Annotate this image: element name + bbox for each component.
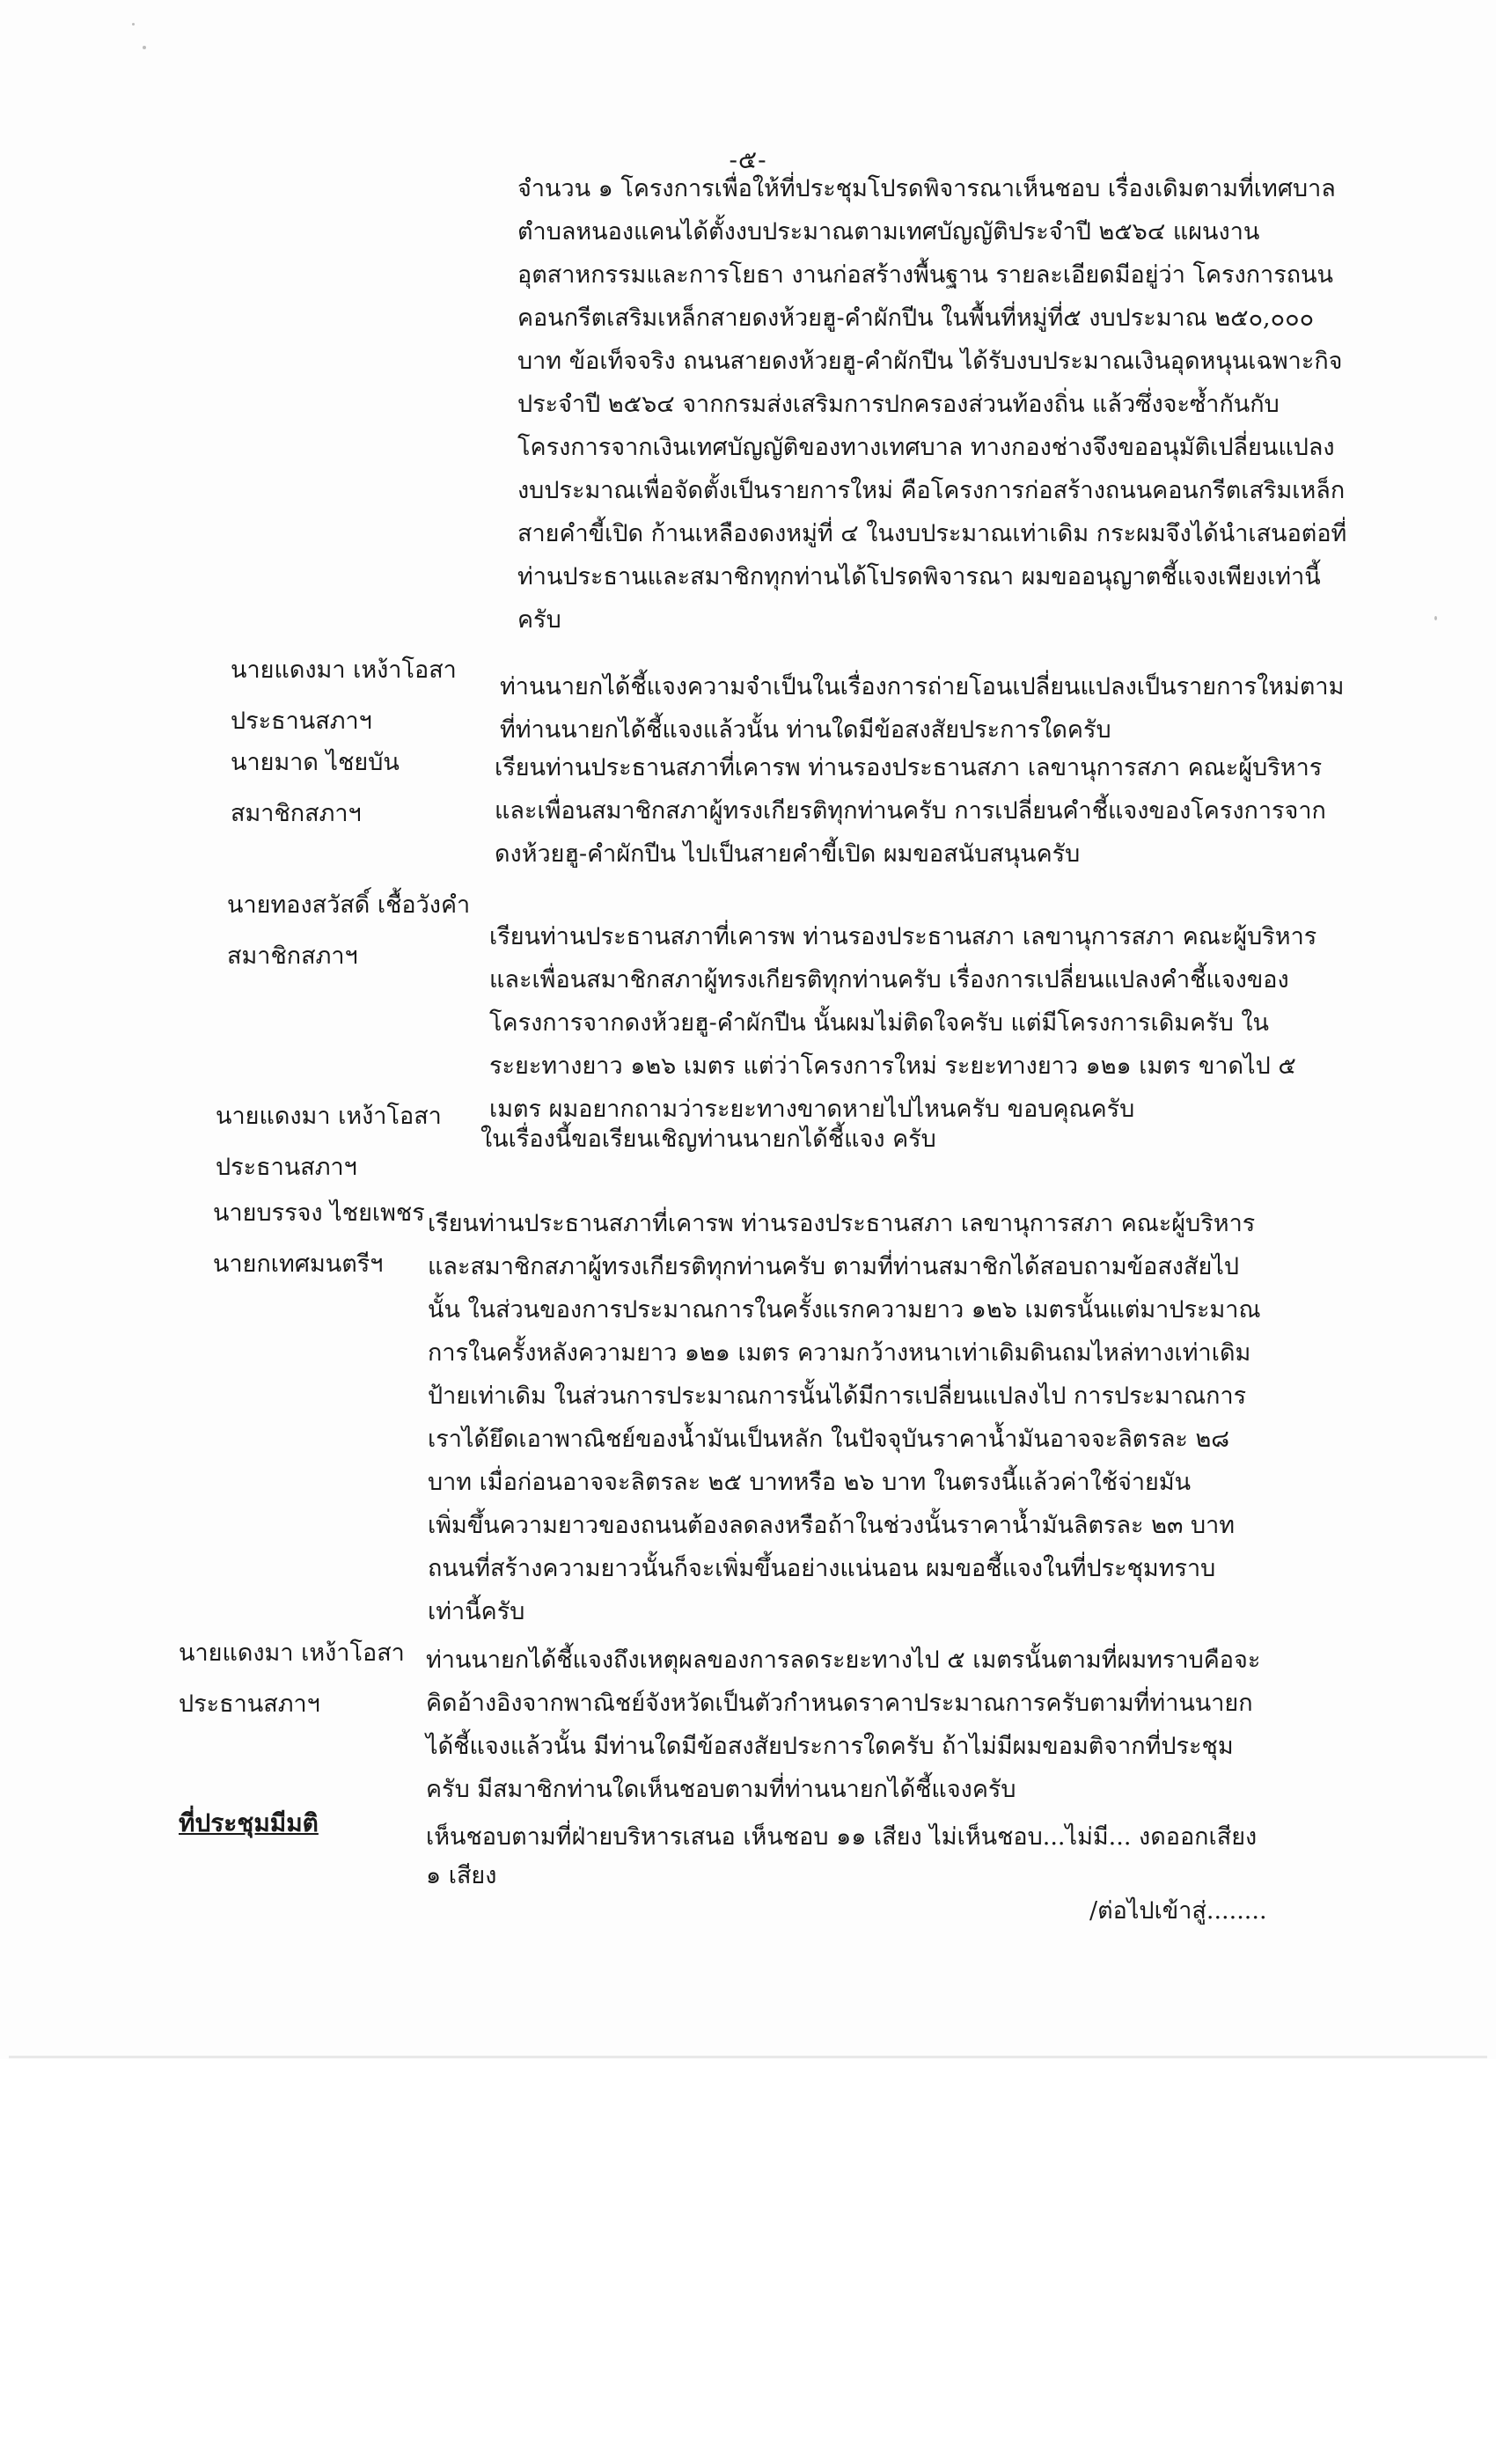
speaker-block bbox=[227, 880, 470, 982]
intro-line: บาท ข้อเท็จจริง ถนนสายดงห้วยฮู-คำผักปีน ได้รับงบประมาณเงินอุดหนุนเฉพาะกิจ bbox=[517, 348, 1343, 375]
speaker-role: สมาชิกสภาฯ bbox=[231, 800, 362, 827]
intro-line: อุตสาหกรรมและการโยธา งานก่อสร้างพื้นฐาน รายละเอียดมีอยู่ว่า โครงการถนน bbox=[517, 261, 1333, 289]
scan-speck bbox=[143, 46, 146, 49]
intro-line: คอนกรีตเสริมเหล็กสายดงห้วยฮู-คำผักปีน ในพื้นที่หมู่ที่๕ งบประมาณ ๒๕๐,๐๐๐ bbox=[517, 304, 1315, 332]
statement-line: เรียนท่านประธานสภาที่เคารพ ท่านรองประธานสภา เลขานุการสภา คณะผู้บริหาร bbox=[489, 923, 1317, 950]
scan-speck bbox=[132, 23, 135, 26]
intro-line: สายคำขี้เปิด ก้านเหลืองดงหมู่ที่ ๔ ในงบประมาณเท่าเดิม กระผมจึงได้นำเสนอต่อที่ bbox=[517, 520, 1347, 547]
statement-line: และเพื่อนสมาชิกสภาผู้ทรงเกียรติทุกท่านครับ เรื่องการเปลี่ยนแปลงคำชี้แจงของ bbox=[489, 966, 1289, 994]
resolution-line: เห็นชอบตามที่ฝ่ายบริหารเสนอ เห็นชอบ ๑๑ เสียง ไม่เห็นชอบ...ไม่มี... งดออกเสียง bbox=[426, 1823, 1258, 1851]
intro-line: ท่านประธานและสมาชิกทุกท่านได้โปรดพิจารณา ผมขออนุญาตชี้แจงเพียงเท่านี้ bbox=[517, 563, 1321, 590]
speaker-block bbox=[216, 1091, 442, 1193]
speaker-role: ประธานสภาฯ bbox=[179, 1690, 320, 1718]
speaker-role: สมาชิกสภาฯ bbox=[227, 942, 358, 970]
statement-line: เท่านี้ครับ bbox=[428, 1598, 525, 1625]
statement-line: เราได้ยึดเอาพาณิชย์ของน้ำมันเป็นหลัก ในปัจจุบันราคาน้ำมันอาจจะลิตรละ ๒๘ bbox=[428, 1426, 1230, 1453]
statement-line: เรียนท่านประธานสภาที่เคารพ ท่านรองประธานสภา เลขานุการสภา คณะผู้บริหาร bbox=[495, 754, 1323, 781]
speaker-name: นายบรรจง ไชยเพชร bbox=[213, 1199, 425, 1227]
statement-line: บาท เมื่อก่อนอาจจะลิตรละ ๒๕ บาทหรือ ๒๖ บาท ในตรงนี้แล้วค่าใช้จ่ายมัน bbox=[428, 1469, 1192, 1496]
continuation-note: /ต่อไปเข้าสู่........ bbox=[1089, 1897, 1267, 1925]
statement-line: ที่ท่านนายกได้ชี้แจงแล้วนั้น ท่านใดมีข้อสงสัยประการใดครับ bbox=[500, 716, 1111, 744]
statement-line: ดงห้วยฮู-คำผักปีน ไปเป็นสายคำขี้เปิด ผมขอสนับสนุนครับ bbox=[495, 840, 1081, 868]
statement-line: ป้ายเท่าเดิม ในส่วนการประมาณการนั้นได้มีการเปลี่ยนแปลงไป การประมาณการ bbox=[428, 1382, 1247, 1410]
scan-speck bbox=[1434, 616, 1437, 620]
speaker-role: ประธานสภาฯ bbox=[231, 708, 372, 735]
statement-line: ถนนที่สร้างความยาวนั้นก็จะเพิ่มขึ้นอย่างแน่นอน ผมขอชี้แจงในที่ประชุมทราบ bbox=[428, 1555, 1216, 1582]
resolution-label: ที่ประชุมมีมติ bbox=[179, 1808, 319, 1837]
page-number: -๕- bbox=[729, 145, 767, 174]
speaker-block bbox=[179, 1628, 405, 1730]
intro-line: จำนวน ๑ โครงการเพื่อให้ที่ประชุมโปรดพิจารณาเห็นชอบ เรื่องเดิมตามที่เทศบาล bbox=[517, 175, 1336, 202]
statement-text bbox=[489, 915, 1369, 1131]
scan-edge-line bbox=[9, 2056, 1487, 2058]
speaker-name: นายทองสวัสดิ์ เชื้อวังคำ bbox=[227, 891, 471, 919]
statement-line: ในเรื่องนี้ขอเรียนเชิญท่านนายกได้ชี้แจง ครับ bbox=[480, 1126, 936, 1153]
statement-line: ครับ มีสมาชิกท่านใดเห็นชอบตามที่ท่านนายกได้ชี้แจงครับ bbox=[426, 1776, 1016, 1803]
resolution-text bbox=[426, 1818, 1306, 1896]
statement-line: ระยะทางยาว ๑๒๖ เมตร แต่ว่าโครงการใหม่ ระยะทางยาว ๑๒๑ เมตร ขาดไป ๕ bbox=[489, 1052, 1296, 1080]
speaker-role: นายกเทศมนตรีฯ bbox=[213, 1250, 384, 1278]
intro-line: ตำบลหนองแคนได้ตั้งงบประมาณตามเทศบัญญัติประจำปี ๒๕๖๔ แผนงาน bbox=[517, 218, 1260, 246]
statement-text bbox=[428, 1202, 1308, 1633]
intro-line: โครงการจากเงินเทศบัญญัติของทางเทศบาล ทางกองช่างจึงขออนุมัติเปลี่ยนแปลง bbox=[517, 434, 1335, 461]
statement-line: เมตร ผมอยากถามว่าระยะทางขาดหายไปไหนครับ ขอบคุณครับ bbox=[489, 1096, 1135, 1123]
statement-line: โครงการจากดงห้วยฮู-คำผักปีน นั้นผมไม่ติดใจครับ แต่มีโครงการเดิมครับ ใน bbox=[489, 1009, 1270, 1037]
intro-line: ครับ bbox=[517, 606, 561, 634]
statement-line: เรียนท่านประธานสภาที่เคารพ ท่านรองประธานสภา เลขานุการสภา คณะผู้บริหาร bbox=[428, 1210, 1256, 1237]
statement-line: ได้ชี้แจงแล้วนั้น มีท่านใดมีข้อสงสัยประการใดครับ ถ้าไม่มีผมขอมติจากที่ประชุม bbox=[426, 1733, 1234, 1760]
speaker-block bbox=[213, 1188, 425, 1290]
speaker-block bbox=[231, 737, 400, 840]
statement-line: ท่านนายกได้ชี้แจงถึงเหตุผลของการลดระยะทางไป ๕ เมตรนั้นตามที่ผมทราบคือจะ bbox=[426, 1646, 1261, 1674]
statement-text bbox=[426, 1639, 1306, 1811]
resolution-line: ๑ เสียง bbox=[426, 1862, 497, 1889]
intro-line: งบประมาณเพื่อจัดตั้งเป็นรายการใหม่ คือโครงการก่อสร้างถนนคอนกรีตเสริมเหล็ก bbox=[517, 477, 1346, 504]
speaker-name: นายแดงมา เหง้าโอสา bbox=[216, 1103, 442, 1130]
statement-line: นั้น ในส่วนของการประมาณการในครั้งแรกความยาว ๑๒๖ เมตรนั้นแต่มาประมาณ bbox=[428, 1296, 1261, 1324]
speaker-block bbox=[231, 645, 457, 747]
statement-line: การในครั้งหลังความยาว ๑๒๑ เมตร ความกว้างหนาเท่าเดิมดินถมไหล่ทางเท่าเดิม bbox=[428, 1339, 1251, 1367]
statement-line: และเพื่อนสมาชิกสภาผู้ทรงเกียรติทุกท่านครับ การเปลี่ยนคำชี้แจงของโครงการจาก bbox=[495, 797, 1326, 825]
speaker-name: นายแดงมา เหง้าโอสา bbox=[231, 656, 457, 684]
statement-line: และสมาชิกสภาผู้ทรงเกียรติทุกท่านครับ ตามที่ท่านสมาชิกได้สอบถามข้อสงสัยไป bbox=[428, 1253, 1240, 1280]
statement-line: คิดอ้างอิงจากพาณิชย์จังหวัดเป็นตัวกำหนดราคาประมาณการครับตามที่ท่านนายก bbox=[426, 1690, 1253, 1717]
statement-line: เพิ่มขึ้นความยาวของถนนต้องลดลงหรือถ้าในช่วงนั้นราคาน้ำมันลิตรละ ๒๓ บาท bbox=[428, 1512, 1236, 1539]
intro-paragraph bbox=[517, 167, 1367, 642]
intro-line: ประจำปี ๒๕๖๔ จากกรมส่งเสริมการปกครองส่วนท้องถิ่น แล้วซึ่งจะซ้ำกันกับ bbox=[517, 391, 1280, 418]
statement-line: ท่านนายกได้ชี้แจงความจำเป็นในเรื่องการถ่ายโอนเปลี่ยนแปลงเป็นรายการใหม่ตาม bbox=[500, 673, 1345, 700]
statement-text bbox=[500, 665, 1367, 752]
speaker-name: นายมาด ไชยบัน bbox=[231, 749, 400, 776]
speaker-role: ประธานสภาฯ bbox=[216, 1154, 357, 1181]
statement-text bbox=[495, 746, 1366, 876]
speaker-name: นายแดงมา เหง้าโอสา bbox=[179, 1639, 405, 1667]
statement-text bbox=[480, 1118, 1360, 1161]
